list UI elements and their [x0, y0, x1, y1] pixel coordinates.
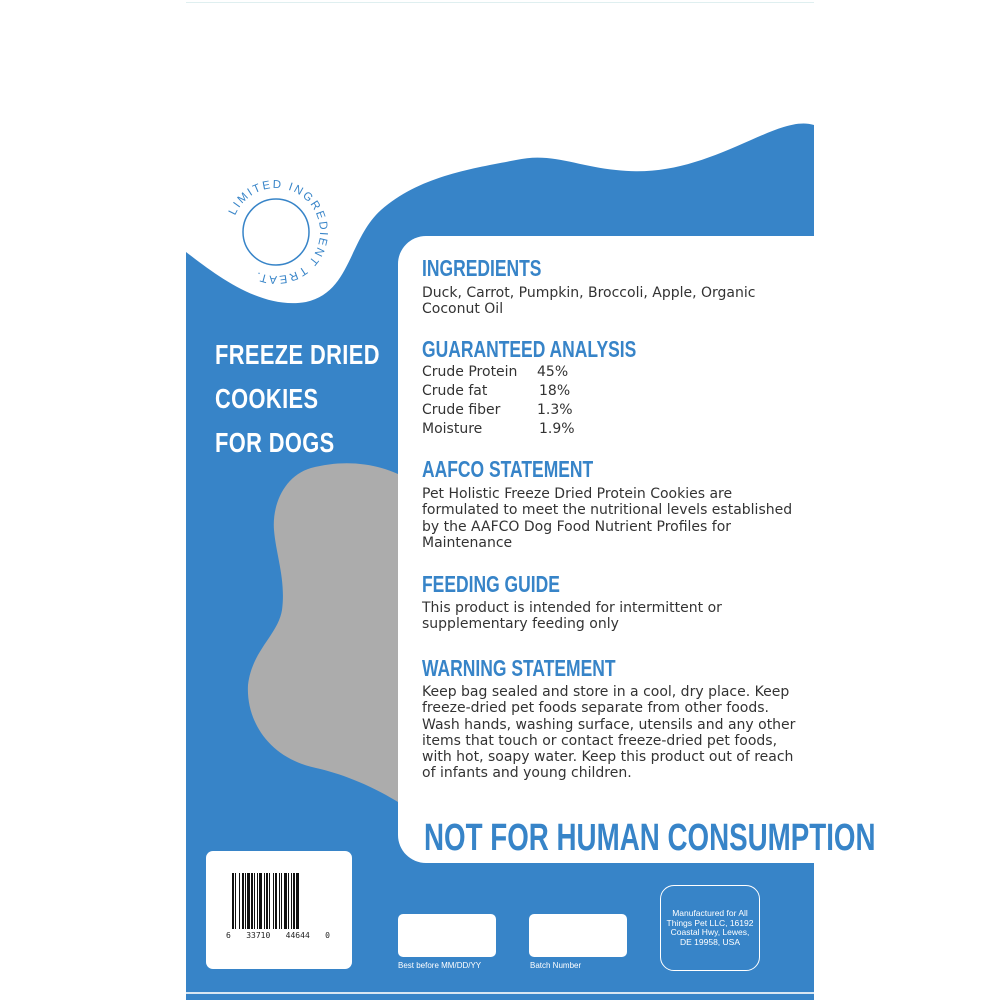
- barcode-box: [206, 851, 352, 969]
- barcode-bar: [296, 873, 299, 929]
- barcode-bar: [293, 873, 295, 929]
- barcode-bar: [251, 873, 253, 929]
- barcode-icon: [230, 869, 326, 935]
- analysis-label: Crude Protein: [422, 364, 518, 380]
- aafco-text: Pet Holistic Freeze Dried Protein Cookies are formulated to meet the nutritional levels established by the AAFCO Dog Food Nutrient Profiles for Maintenance: [422, 486, 793, 551]
- batch-number-box: [529, 914, 627, 957]
- seal-inner-circle: [243, 199, 309, 265]
- analysis-value: 1.9%: [539, 421, 575, 437]
- barcode-bar: [242, 873, 244, 929]
- best-before-box: [398, 914, 496, 957]
- manufacturer-text: Manufactured for All Things Pet LLC, 16192 Coastal Hwy, Lewes, DE 19958, USA: [666, 908, 754, 947]
- product-name: [215, 333, 380, 465]
- analysis-row: [422, 364, 569, 380]
- aafco-title: AAFCO STATEMENT: [422, 456, 594, 482]
- barcode-digit-group: 0: [325, 931, 330, 940]
- barcode-bar: [275, 873, 277, 929]
- limited-ingredient-seal: [214, 170, 338, 298]
- best-before-label: Best before MM/DD/YY: [398, 961, 482, 970]
- barcode-bar: [288, 873, 289, 929]
- barcode-bar: [279, 873, 280, 929]
- analysis-row: [422, 402, 573, 418]
- guaranteed-analysis-title: GUARANTEED ANALYSIS: [422, 336, 637, 362]
- product-name-line-3: FOR DOGS: [215, 427, 335, 458]
- package-back: [186, 0, 876, 1000]
- barcode-bar: [235, 873, 236, 929]
- analysis-value: 18%: [539, 383, 571, 399]
- ingredients-text: Duck, Carrot, Pumpkin, Broccoli, Apple, Organic Coconut Oil: [422, 285, 756, 318]
- barcode-bar: [284, 873, 287, 929]
- barcode-bar: [232, 873, 234, 929]
- barcode-bar: [257, 873, 258, 929]
- analysis-row: [422, 421, 575, 437]
- barcode-bar: [273, 873, 274, 929]
- seal-text: LIMITED INGREDIENT TREAT.: [226, 178, 330, 286]
- barcode-bar: [266, 873, 268, 929]
- not-for-human-consumption: NOT FOR HUMAN CONSUMPTION: [424, 817, 876, 859]
- barcode-number: [226, 931, 330, 940]
- batch-number-label: Batch Number: [530, 961, 582, 970]
- info-panel: [398, 236, 876, 863]
- barcode-bar: [239, 873, 240, 929]
- barcode-bar: [254, 873, 255, 929]
- barcode-digit-group: 6: [226, 931, 231, 940]
- barcode-bar: [264, 873, 265, 929]
- barcode-bar: [291, 873, 292, 929]
- product-name-line-1: FREEZE DRIED: [215, 339, 380, 370]
- analysis-label: Moisture: [422, 421, 483, 437]
- ingredients-title: INGREDIENTS: [422, 255, 542, 281]
- barcode-bar: [259, 873, 262, 929]
- barcode-bar: [281, 873, 282, 929]
- barcode-digit-group: 33710: [246, 931, 271, 940]
- barcode-bar: [245, 873, 246, 929]
- analysis-value: 45%: [537, 364, 569, 380]
- feeding-guide-text: This product is intended for intermittent or supplementary feeding only: [422, 600, 722, 633]
- bottom-edge-line: [186, 992, 814, 994]
- product-name-line-2: COOKIES: [215, 383, 319, 414]
- manufacturer-box: [660, 885, 760, 971]
- analysis-label: Crude fat: [422, 383, 488, 399]
- analysis-label: Crude fiber: [422, 402, 501, 418]
- barcode-bar: [247, 873, 250, 929]
- analysis-value: 1.3%: [537, 402, 573, 418]
- warning-text: Keep bag sealed and store in a cool, dry place. Keep freeze-dried pet foods separate from other foods. Wash hands, washing surface, utensils and any other items that touch or contact freeze-dried pet foods, with hot, soapy water. Keep this product out of reach of infants and young children.: [422, 684, 796, 782]
- barcode-bar: [269, 873, 270, 929]
- warning-title: WARNING STATEMENT: [422, 655, 616, 681]
- feeding-guide-title: FEEDING GUIDE: [422, 571, 560, 597]
- barcode-digit-group: 44644: [285, 931, 310, 940]
- analysis-row: [422, 383, 571, 399]
